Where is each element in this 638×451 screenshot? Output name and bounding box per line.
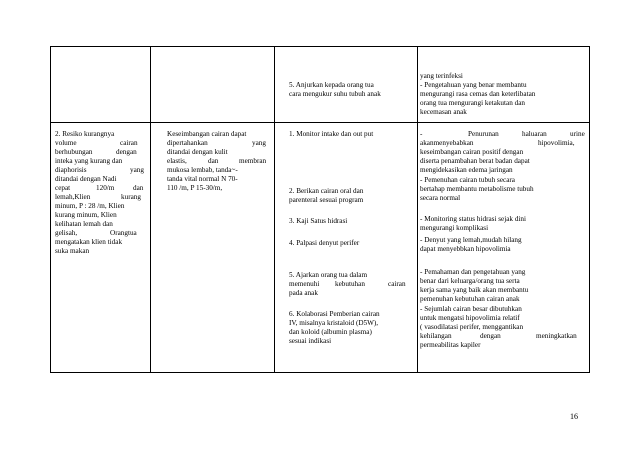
rationale-line: untuk mengatsi hipovolimia relatif bbox=[420, 314, 520, 322]
care-plan-table bbox=[50, 46, 590, 373]
intervention-line: 6. Kolaborasi Pemberian cairan bbox=[289, 310, 380, 318]
rationale-line: mengurangi komplikasi bbox=[420, 224, 489, 232]
rationale-line: hipovolimia, bbox=[538, 139, 575, 147]
rationale-line: - Pengetahuan yang benar membantu bbox=[420, 81, 527, 89]
rationale-line: permeabilitas kapiler bbox=[420, 341, 481, 349]
column-divider-3 bbox=[417, 46, 418, 373]
intervention-line: 5. Anjurkan kepada orang tua bbox=[289, 81, 374, 89]
table-border-bottom bbox=[50, 372, 590, 373]
rationale-line: haluaran bbox=[522, 130, 547, 138]
goal-line: mukosa lembab, tanda~- bbox=[167, 166, 238, 174]
diagnosis-line: lemah,Klien bbox=[55, 193, 91, 201]
diagnosis-line: berhubungan bbox=[55, 148, 93, 156]
table-border-right bbox=[589, 46, 590, 373]
goal-line: Keseimbangan cairan dapat bbox=[167, 130, 247, 138]
intervention-line: 4. Palpasi denyut perifer bbox=[289, 239, 360, 247]
rationale-line: - bbox=[420, 130, 423, 138]
rationale-line: meningkatkan bbox=[536, 332, 577, 340]
goal-line: dipertahankan bbox=[167, 139, 208, 147]
goal-line: membran bbox=[239, 157, 267, 165]
rationale-line: Penurunan bbox=[468, 130, 499, 138]
rationale-line: dengan bbox=[480, 332, 501, 340]
column-divider-2 bbox=[274, 46, 275, 373]
rationale-line: pemenuhan kebutuhan cairan anak bbox=[420, 295, 520, 303]
intervention-line: 1. Monitor intake dan out put bbox=[289, 130, 374, 138]
diagnosis-line: diaphorisis bbox=[55, 166, 87, 174]
goal-line: ditandai dengan kulit bbox=[167, 148, 228, 156]
goal-line: 110 /m, P 15-30/m, bbox=[167, 184, 223, 192]
row-divider bbox=[50, 122, 590, 123]
diagnosis-line: kelihatan lemah dan bbox=[55, 220, 113, 228]
rationale-line: - Pemenuhan cairan tubuh secara bbox=[420, 176, 515, 184]
column-divider-1 bbox=[150, 46, 151, 373]
diagnosis-line: kurang bbox=[121, 193, 141, 201]
goal-line: yang bbox=[252, 139, 266, 147]
rationale-line: kecemasan anak bbox=[420, 108, 467, 116]
rationale-line: diserta penambahan berat badan dapat bbox=[420, 157, 530, 165]
rationale-line: - Sejumlah cairan besar dibutuhkan bbox=[420, 305, 522, 313]
intervention-line: 5. Ajarkan orang tua dalam bbox=[289, 271, 368, 279]
goal-line: elastis, bbox=[167, 157, 187, 165]
diagnosis-line: dengan bbox=[116, 148, 137, 156]
intervention-line: pada anak bbox=[289, 289, 318, 297]
diagnosis-line: mengatakan klien tidak bbox=[55, 238, 123, 246]
diagnosis-line: dan bbox=[133, 184, 144, 192]
diagnosis-line: ditandai dengan Nadi bbox=[55, 175, 117, 183]
table-border-left bbox=[50, 46, 51, 373]
diagnosis-line: cepat bbox=[55, 184, 71, 192]
intervention-line: sesuai indikasi bbox=[289, 337, 332, 345]
diagnosis-line: gelisah, bbox=[55, 229, 78, 237]
table-border-top bbox=[50, 46, 590, 47]
intervention-line: cairan bbox=[388, 280, 406, 288]
intervention-line: dan koloid (albumin plasma) bbox=[289, 328, 372, 336]
intervention-line: kebutuhan bbox=[335, 280, 365, 288]
rationale-line: ( vasodilatasi perifer, menggantikan bbox=[420, 323, 524, 331]
diagnosis-line: volume bbox=[55, 139, 77, 147]
rationale-line: akanmenyebabkan bbox=[420, 139, 474, 147]
rationale-line: benar dari keluarga/orang tua serta bbox=[420, 277, 520, 285]
intervention-line: cara mengukur suhu tubuh anak bbox=[289, 90, 381, 98]
rationale-line: - Pemahaman dan pengetahuan yang bbox=[420, 268, 526, 276]
rationale-line: orang tua mengurangi ketakutan dan bbox=[420, 99, 525, 107]
rationale-line: keseimbangan cairan positif dengan bbox=[420, 148, 524, 156]
diagnosis-line: Orangtua bbox=[110, 229, 137, 237]
rationale-line: - Denyut yang lemah,mudah hilang bbox=[420, 236, 522, 244]
intervention-line: 2. Berikan cairan oral dan bbox=[289, 187, 364, 195]
intervention-line: 3. Kaji Satus hidrasi bbox=[289, 217, 348, 225]
rationale-line: yang terinfeksi bbox=[420, 72, 463, 80]
intervention-line: parenteral sesuai program bbox=[289, 196, 364, 204]
rationale-line: kehilangan bbox=[420, 332, 452, 340]
diagnosis-line: kurang minum, Klien bbox=[55, 211, 117, 219]
rationale-line: bertahap membantu metabolisme tubuh bbox=[420, 185, 534, 193]
diagnosis-line: minum, P : 28 /m, Klien bbox=[55, 202, 125, 210]
rationale-line: urine bbox=[570, 130, 585, 138]
rationale-line: secara normal bbox=[420, 194, 461, 202]
diagnosis-line: suka makan bbox=[55, 247, 90, 255]
diagnosis-line: 120/m bbox=[96, 184, 115, 192]
diagnosis-line: 2. Resiko kurangnya bbox=[55, 130, 115, 138]
goal-line: dan bbox=[208, 157, 219, 165]
page-number: 16 bbox=[570, 412, 578, 421]
diagnosis-line: inteka yang kurang dan bbox=[55, 157, 123, 165]
goal-line: tanda vital normal N 70- bbox=[167, 175, 238, 183]
rationale-line: dapat menyebbkan hipovolimia bbox=[420, 245, 511, 253]
intervention-line: IV, misalnya kristaloid (D5W), bbox=[289, 319, 379, 327]
rationale-line: - Monitoring status hidrasi sejak dini bbox=[420, 215, 527, 223]
diagnosis-line: yang bbox=[130, 166, 144, 174]
intervention-line: memenuhi bbox=[289, 280, 320, 288]
diagnosis-line: cairan bbox=[120, 139, 138, 147]
rationale-line: kerja sama yang baik akan membantu bbox=[420, 286, 529, 294]
rationale-line: mengurangi rasa cemas dan keterlibatan bbox=[420, 90, 536, 98]
rationale-line: mengidekasikan edema jaringan bbox=[420, 166, 513, 174]
